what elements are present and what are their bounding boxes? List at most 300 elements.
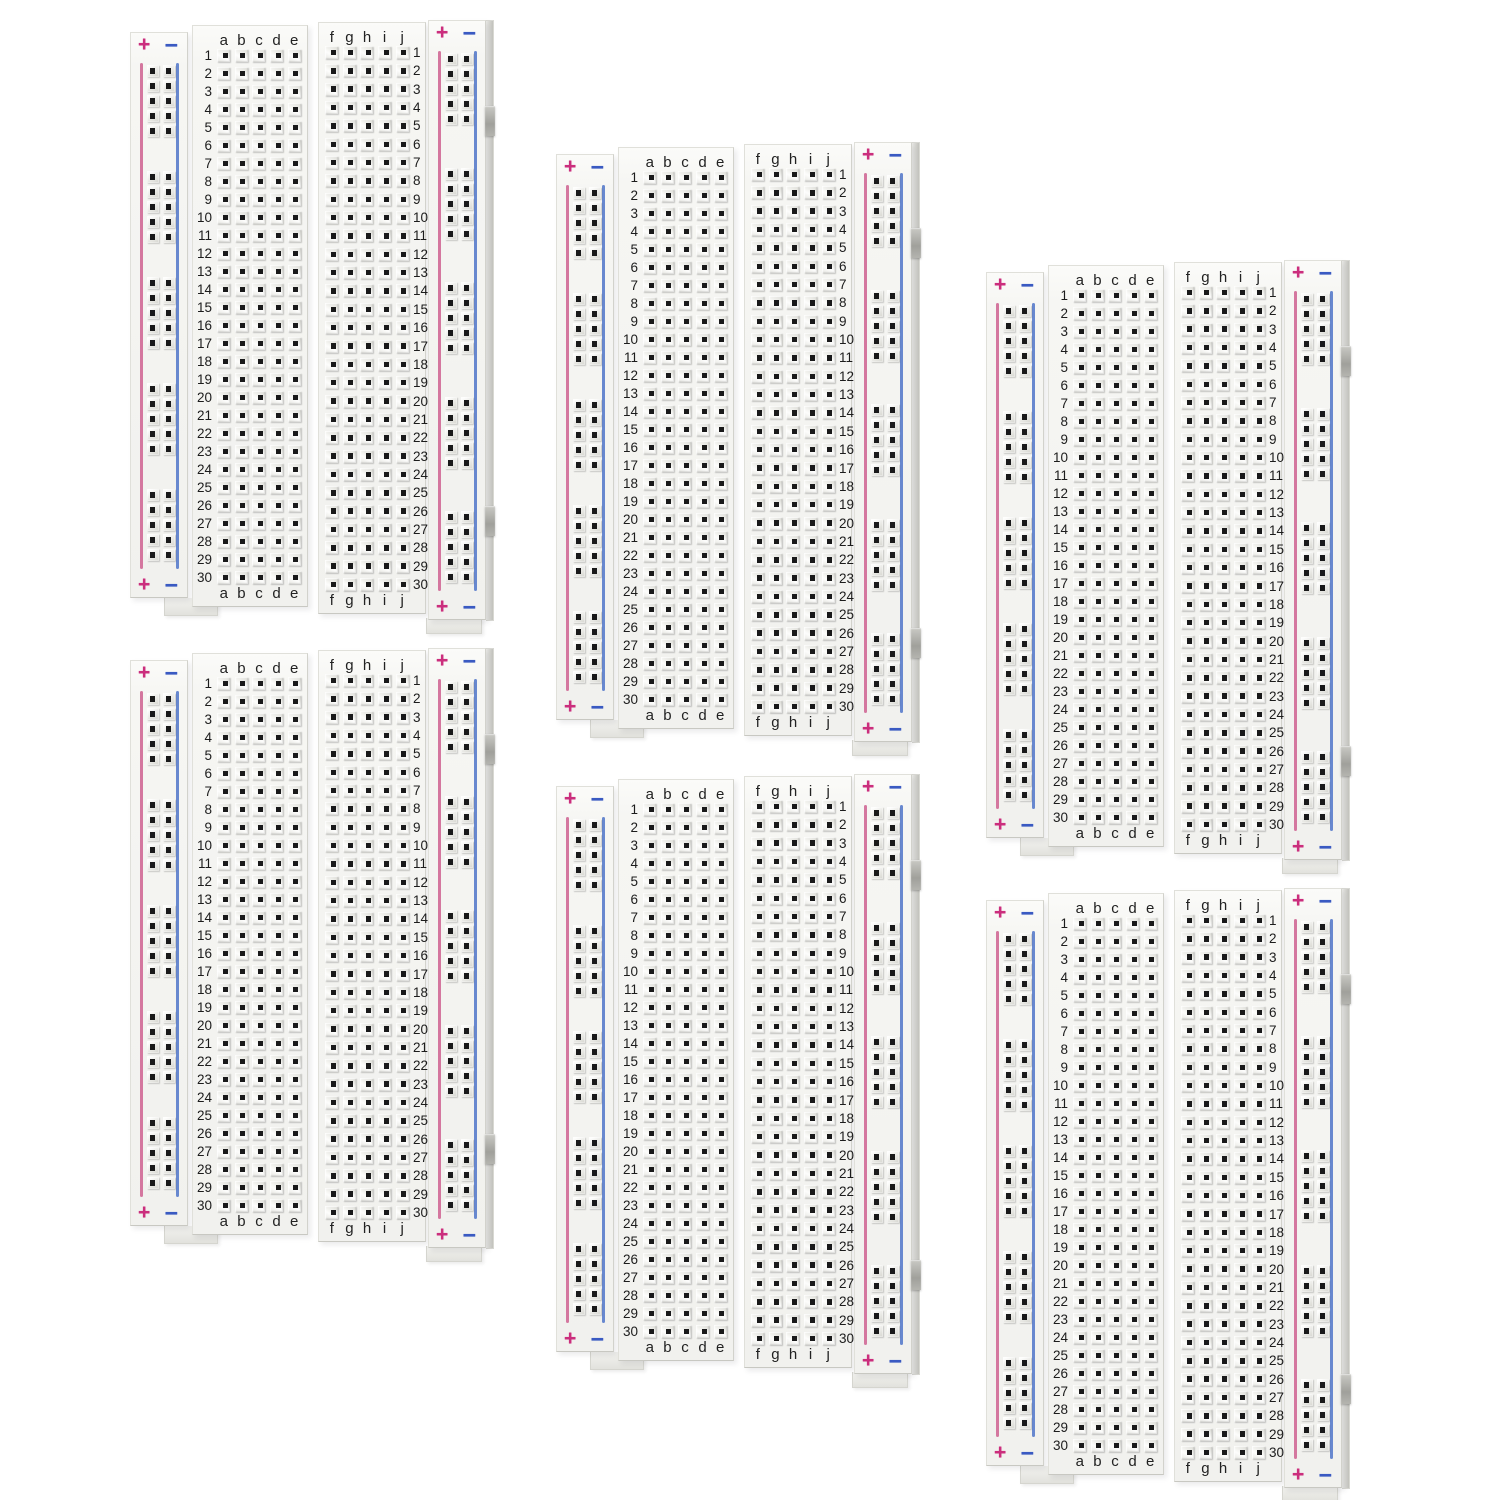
column-labels	[619, 1338, 733, 1356]
terminal-hole	[252, 1163, 265, 1176]
terminal-hole	[378, 450, 391, 463]
bus-hole	[573, 1167, 585, 1179]
terminal-hole	[678, 495, 691, 508]
terminal-hole	[696, 621, 709, 634]
bus-hole	[461, 183, 473, 195]
terminal-hole	[1073, 1349, 1086, 1362]
terminal-hole	[714, 1109, 727, 1122]
row-number: 4	[1060, 342, 1068, 357]
terminal-row	[193, 427, 307, 440]
plus-symbol: +	[994, 273, 1007, 296]
terminal-hole	[1199, 378, 1212, 391]
terminal-hole	[1108, 1241, 1121, 1254]
bus-hole-pair	[147, 322, 187, 334]
terminal-hole	[343, 747, 356, 760]
terminal-hole	[822, 443, 835, 456]
column-label: h	[788, 1345, 798, 1363]
row-number: 23	[1268, 688, 1284, 704]
terminal-hole	[1144, 613, 1157, 626]
terminal-hole	[1073, 1133, 1086, 1146]
terminal-row	[193, 1163, 307, 1176]
terminal-hole	[822, 168, 835, 181]
terminal-row	[193, 193, 307, 206]
minus-symbol: −	[164, 660, 178, 686]
terminal-hole	[1144, 1133, 1157, 1146]
terminal-hole	[325, 1041, 338, 1054]
terminal-hole	[1252, 433, 1265, 446]
bus-hole	[163, 519, 175, 531]
bus-hole	[1019, 456, 1031, 468]
bus-hole	[1019, 1387, 1031, 1399]
bus-hole-pair	[871, 175, 911, 187]
terminal-hole	[1199, 543, 1212, 556]
bus-hole	[147, 859, 159, 871]
row-number: 1	[838, 799, 847, 814]
terminal-hole	[396, 486, 409, 499]
terminal-hole	[661, 189, 674, 202]
terminal-hole	[751, 1075, 764, 1088]
terminal-row	[619, 207, 733, 220]
terminal-row	[619, 621, 733, 634]
bus-hole	[461, 83, 473, 95]
bus-hole	[573, 247, 585, 259]
column-label: j	[1256, 1459, 1260, 1477]
terminal-hole	[1073, 541, 1086, 554]
bus-hole-pair	[1003, 456, 1043, 468]
bus-hole	[461, 113, 473, 125]
terminal-hole	[1126, 325, 1139, 338]
row-number: 6	[1268, 376, 1277, 392]
terminal-hole	[1216, 1299, 1229, 1312]
row-number: 2	[204, 66, 212, 81]
bus-hole	[445, 183, 457, 195]
terminal-hole	[1126, 451, 1139, 464]
bus-hole	[1003, 562, 1015, 574]
terminal-hole	[769, 572, 782, 585]
terminal-row	[619, 315, 733, 328]
terminal-hole	[1199, 414, 1212, 427]
terminal-hole	[343, 156, 356, 169]
bus-hole	[887, 693, 899, 705]
terminal-hole	[1144, 397, 1157, 410]
bus-hole-pair	[573, 247, 613, 259]
terminal-hole	[270, 893, 283, 906]
bus-hole-group	[1301, 1150, 1341, 1222]
terminal-hole	[343, 1206, 356, 1219]
terminal-hole	[643, 171, 656, 184]
terminal-hole	[360, 1151, 373, 1164]
terminal-hole	[1234, 671, 1247, 684]
terminal-hole	[804, 682, 817, 695]
terminal-row	[745, 680, 854, 696]
terminal-hole	[696, 965, 709, 978]
terminal-hole	[751, 333, 764, 346]
bus-hole	[1003, 1039, 1015, 1051]
column-label: d	[698, 706, 707, 724]
bus-hole-group	[445, 796, 485, 868]
minus-symbol: −	[888, 774, 902, 800]
row-number: 17	[412, 966, 428, 982]
terminal-hole	[1091, 379, 1104, 392]
terminal-hole	[235, 1055, 248, 1068]
bus-hole-pair	[445, 312, 485, 324]
terminal-row	[619, 1199, 733, 1212]
bus-hole	[461, 925, 473, 937]
bus-hole	[573, 459, 585, 471]
terminal-hole	[1181, 1428, 1194, 1441]
terminal-hole	[822, 700, 835, 713]
terminal-hole	[643, 1235, 656, 1248]
terminal-hole	[1199, 1208, 1212, 1221]
terminal-hole	[343, 83, 356, 96]
terminal-hole	[751, 406, 764, 419]
terminal-hole	[343, 468, 356, 481]
terminal-hole	[235, 875, 248, 888]
terminal-hole	[217, 391, 230, 404]
terminal-hole	[1199, 524, 1212, 537]
terminal-hole	[325, 747, 338, 760]
terminal-hole	[343, 578, 356, 591]
row-number: 16	[1052, 558, 1068, 573]
terminal-hole	[288, 1163, 301, 1176]
plus-symbol: +	[862, 143, 875, 166]
row-number: 20	[1052, 630, 1068, 645]
terminal-hole	[714, 531, 727, 544]
row-number: 19	[1052, 612, 1068, 627]
terminal-hole	[1073, 1403, 1086, 1416]
terminal-hole	[360, 802, 373, 815]
row-number: 25	[838, 1239, 854, 1255]
terminal-hole	[1199, 1281, 1212, 1294]
terminal-row	[193, 929, 307, 942]
bus-hole	[871, 1295, 883, 1307]
bus-hole	[163, 829, 175, 841]
row-number: 17	[1268, 1206, 1284, 1222]
terminal-hole	[325, 674, 338, 687]
terminal-row	[745, 241, 851, 254]
column-label: g	[345, 591, 354, 609]
terminal-hole	[360, 358, 373, 371]
terminal-hole	[325, 560, 338, 573]
column-labels	[1049, 899, 1163, 917]
bus-hole	[589, 535, 601, 547]
bus-hole	[1301, 981, 1313, 993]
bus-hole	[1317, 637, 1329, 649]
terminal-hole	[378, 986, 391, 999]
terminal-hole	[1252, 690, 1265, 703]
terminal-hole	[1252, 304, 1265, 317]
row-number: 23	[1052, 1312, 1068, 1327]
terminal-hole	[343, 46, 356, 59]
bus-hole	[871, 220, 883, 232]
row-number: 27	[838, 643, 854, 659]
bus-hole-pair	[1003, 978, 1043, 990]
terminal-hole	[678, 405, 691, 418]
terminal-hole	[1144, 1421, 1157, 1434]
terminal-hole	[1126, 541, 1139, 554]
breadboard-3	[986, 260, 1350, 860]
bus-hole	[871, 1265, 883, 1277]
terminal-hole	[217, 481, 230, 494]
terminal-hole	[252, 499, 265, 512]
terminal-hole	[1199, 1428, 1212, 1441]
row-number: 8	[838, 927, 847, 943]
terminal-hole	[1234, 1116, 1247, 1129]
row-number: 26	[412, 1131, 428, 1147]
row-number: 25	[622, 602, 638, 617]
minus-symbol: −	[1318, 1462, 1332, 1488]
bus-hole-pair	[445, 1139, 485, 1151]
terminal-row	[193, 875, 307, 888]
terminal-hole	[252, 481, 265, 494]
row-number: 17	[196, 964, 212, 979]
bus-hole	[589, 232, 601, 244]
bus-hole-pair	[1003, 1417, 1043, 1429]
row-number: 3	[412, 709, 421, 725]
bus-hole-pair	[147, 1147, 187, 1159]
bus-hole	[871, 290, 883, 302]
terminal-row	[1175, 987, 1281, 1000]
terminal-row	[319, 521, 428, 537]
terminal-hole	[360, 784, 373, 797]
terminal-row	[319, 948, 428, 964]
terminal-hole	[678, 675, 691, 688]
minus-symbol: −	[462, 648, 476, 674]
minus-symbol: −	[164, 1200, 178, 1226]
terminal-hole	[1126, 613, 1139, 626]
row-number: 27	[1268, 1389, 1284, 1405]
terminal-hole	[325, 248, 338, 261]
bus-hole	[589, 1273, 601, 1285]
bus-hole	[1003, 1266, 1015, 1278]
row-number: 23	[196, 444, 212, 459]
terminal-hole	[822, 1314, 835, 1327]
bus-hole	[445, 511, 457, 523]
bus-hole	[461, 526, 473, 538]
terminal-hole	[343, 1023, 356, 1036]
terminal-hole	[643, 621, 656, 634]
bus-hole-pair	[871, 404, 911, 416]
terminal-hole	[325, 1151, 338, 1164]
terminal-hole	[1108, 1439, 1121, 1452]
terminal-row	[193, 1055, 307, 1068]
row-number: 11	[838, 350, 853, 366]
terminal-hole	[1144, 559, 1157, 572]
terminal-hole	[1144, 523, 1157, 536]
bus-hole-pair	[1301, 1409, 1341, 1421]
terminal-hole	[217, 283, 230, 296]
terminal-hole	[643, 189, 656, 202]
terminal-row	[619, 1217, 733, 1230]
terminal-hole	[235, 283, 248, 296]
bus-hole-pair	[573, 1046, 613, 1058]
bus-hole	[1019, 1160, 1031, 1172]
terminal-hole	[1144, 1277, 1157, 1290]
column-label: c	[1111, 824, 1119, 842]
bus-hole	[1003, 963, 1015, 975]
column-label: d	[698, 1338, 707, 1356]
terminal-hole	[1252, 987, 1265, 1000]
bus-hole	[1301, 438, 1313, 450]
terminal-hole	[270, 139, 283, 152]
terminal-hole	[661, 225, 674, 238]
bus-hole	[1003, 759, 1015, 771]
bus-hole	[1019, 789, 1031, 801]
bus-hole	[1003, 577, 1015, 589]
row-number: 7	[838, 909, 847, 925]
power-rail-left	[130, 32, 188, 598]
bus-hole	[147, 753, 159, 765]
row-number: 7	[630, 910, 638, 925]
bus-hole	[1317, 408, 1329, 420]
positive-rail-stripe	[438, 679, 441, 1219]
bus-hole	[1003, 774, 1015, 786]
bus-hole-group	[445, 1025, 485, 1097]
terminal-row	[745, 168, 851, 181]
terminal-hole	[696, 839, 709, 852]
bus-hole	[1019, 547, 1031, 559]
bus-hole	[887, 579, 899, 591]
terminal-hole	[678, 567, 691, 580]
terminal-row	[619, 675, 733, 688]
column-label: f	[329, 28, 334, 46]
bus-hole-pair	[147, 844, 187, 856]
terminal-hole	[696, 821, 709, 834]
row-number: 23	[1268, 1316, 1284, 1332]
terminal-hole	[235, 947, 248, 960]
terminal-hole	[1126, 667, 1139, 680]
terminal-hole	[1199, 1189, 1212, 1202]
column-label: e	[290, 1212, 299, 1230]
row-number: 30	[1052, 1438, 1068, 1453]
terminal-hole	[252, 463, 265, 476]
bus-hole	[1003, 668, 1015, 680]
terminal-hole	[678, 1307, 691, 1320]
terminal-row	[193, 965, 307, 978]
row-number: 4	[412, 728, 421, 744]
terminal-hole	[217, 677, 230, 690]
row-number: 29	[838, 1312, 854, 1328]
interlock-tab	[485, 734, 495, 764]
terminal-hole	[1216, 488, 1229, 501]
bus-hole-pair	[871, 190, 911, 202]
terminal-hole	[696, 1235, 709, 1248]
row-number: 9	[1268, 431, 1277, 447]
terminal-rows	[745, 167, 854, 714]
bus-hole-pair	[1301, 1066, 1341, 1078]
bus-hole-pair	[871, 419, 911, 431]
column-label: e	[1146, 824, 1155, 842]
row-number: 9	[1060, 1060, 1068, 1075]
terminal-row	[1175, 969, 1281, 982]
row-number: 20	[412, 393, 428, 409]
terminal-hole	[325, 821, 338, 834]
bus-hole	[1019, 562, 1031, 574]
terminal-hole	[270, 1037, 283, 1050]
bus-hole-pair	[147, 1011, 187, 1023]
bus-hole	[1301, 468, 1313, 480]
interlock-tab	[485, 506, 495, 536]
terminal-row	[619, 1055, 733, 1068]
bus-hole	[461, 1040, 473, 1052]
terminal-hole	[1108, 397, 1121, 410]
terminal-row	[1049, 307, 1163, 320]
row-number: 15	[1268, 1169, 1284, 1185]
bus-hole	[1317, 796, 1329, 808]
terminal-hole	[252, 67, 265, 80]
terminal-hole	[678, 1217, 691, 1230]
bus-hole	[163, 1117, 175, 1129]
terminal-hole	[804, 1314, 817, 1327]
terminal-hole	[288, 571, 301, 584]
bus-hole	[589, 429, 601, 441]
terminal-hole	[696, 1091, 709, 1104]
bus-hole	[573, 819, 585, 831]
terminal-hole	[288, 67, 301, 80]
terminal-hole	[235, 677, 248, 690]
terminal-hole	[786, 1130, 799, 1143]
terminal-hole	[343, 266, 356, 279]
terminal-hole	[252, 785, 265, 798]
bus-hole-group	[573, 1137, 613, 1209]
terminal-hole	[1144, 1079, 1157, 1092]
plus-symbol: +	[138, 573, 151, 596]
terminal-row	[1049, 541, 1163, 554]
terminal-row	[193, 983, 307, 996]
bus-hole	[1317, 552, 1329, 564]
terminal-hole	[1252, 653, 1265, 666]
terminal-hole	[396, 505, 409, 518]
terminal-hole	[1091, 1007, 1104, 1020]
bus-hole-pair	[573, 925, 613, 937]
terminal-hole	[643, 657, 656, 670]
terminal-hole	[1126, 1331, 1139, 1344]
terminal-hole	[1126, 1259, 1139, 1272]
row-number: 14	[1268, 1151, 1284, 1167]
terminal-hole	[1252, 1244, 1265, 1257]
terminal-hole	[822, 983, 835, 996]
terminal-hole	[1144, 289, 1157, 302]
terminal-row	[745, 662, 854, 678]
terminal-hole	[714, 477, 727, 490]
terminal-hole	[661, 315, 674, 328]
terminal-hole	[1126, 739, 1139, 752]
row-number: 30	[412, 576, 428, 592]
terminal-hole	[751, 370, 764, 383]
terminal-row	[745, 800, 851, 813]
row-number: 25	[1052, 720, 1068, 735]
terminal-hole	[1126, 1187, 1139, 1200]
bus-hole	[445, 113, 457, 125]
bus-hole	[1317, 781, 1329, 793]
terminal-hole	[1216, 1006, 1229, 1019]
terminal-hole	[714, 297, 727, 310]
bus-hole	[871, 579, 883, 591]
bus-hole	[1317, 1051, 1329, 1063]
bus-hole	[1003, 1205, 1015, 1217]
terminal-hole	[252, 553, 265, 566]
terminal-hole	[360, 1004, 373, 1017]
terminal-row	[1175, 433, 1281, 446]
bus-hole	[1301, 1280, 1313, 1292]
terminal-hole	[1091, 1115, 1104, 1128]
row-number: 15	[622, 422, 638, 437]
bus-hole	[1301, 1265, 1313, 1277]
bus-hole	[147, 965, 159, 977]
bus-hole	[147, 1147, 159, 1159]
row-number: 26	[838, 625, 854, 641]
terminal-hole	[378, 674, 391, 687]
